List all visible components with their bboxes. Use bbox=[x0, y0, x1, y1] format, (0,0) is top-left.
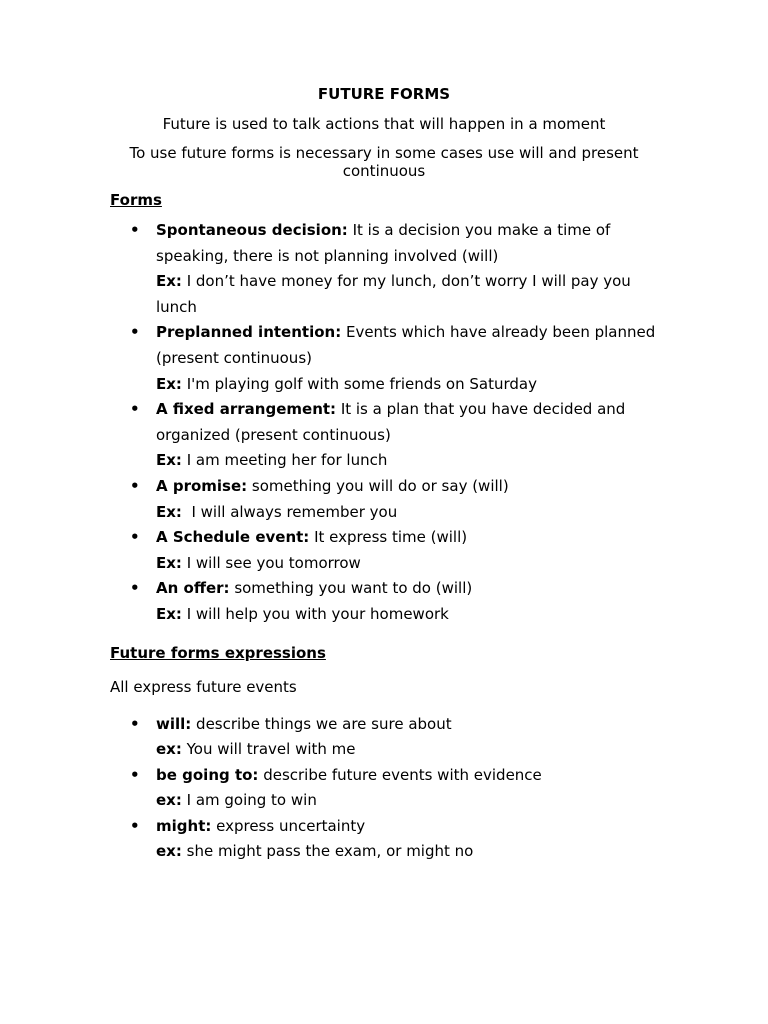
expression-term: be going to: bbox=[156, 765, 259, 784]
expression-description: express uncertainty bbox=[211, 816, 366, 835]
form-term: An offer: bbox=[156, 579, 230, 598]
forms-heading: Forms bbox=[110, 191, 162, 209]
example-label: Ex: bbox=[156, 553, 182, 572]
forms-list bbox=[110, 218, 658, 628]
form-description: Events which have already been planned (present continuous) bbox=[156, 323, 656, 367]
example-label: Ex: bbox=[156, 374, 182, 393]
list-item bbox=[110, 218, 658, 320]
example-label: Ex: bbox=[156, 502, 182, 521]
example-text: You will travel with me bbox=[181, 740, 356, 759]
bullet-icon: • bbox=[130, 221, 140, 239]
list-item bbox=[110, 320, 658, 397]
example-label: ex: bbox=[156, 740, 182, 759]
document-title: FUTURE FORMS bbox=[317, 85, 451, 103]
expressions-heading: Future forms expressions bbox=[110, 643, 326, 662]
bullet-icon: • bbox=[130, 579, 140, 598]
list-item bbox=[110, 576, 658, 627]
list-item bbox=[110, 712, 658, 763]
example-text: I'm playing golf with some friends on Saturday bbox=[181, 374, 537, 393]
list-item bbox=[110, 763, 658, 814]
form-term: Preplanned intention: bbox=[156, 323, 342, 342]
form-term: Spontaneous decision: bbox=[156, 221, 348, 239]
document-page bbox=[110, 84, 658, 865]
list-item bbox=[110, 397, 658, 474]
bullet-icon: • bbox=[130, 765, 140, 784]
expressions-intro: All express future events bbox=[110, 677, 297, 696]
example-text: I will help you with your homework bbox=[181, 604, 449, 623]
form-description: It express time (will) bbox=[309, 528, 468, 547]
form-term: A fixed arrangement: bbox=[156, 400, 337, 419]
form-description: something you will do or say (will) bbox=[247, 476, 509, 495]
list-item bbox=[110, 474, 658, 525]
bullet-icon: • bbox=[130, 400, 140, 419]
form-description: something you want to do (will) bbox=[229, 579, 473, 598]
expression-description: describe future events with evidence bbox=[258, 765, 542, 784]
bullet-icon: • bbox=[130, 528, 140, 547]
example-label: Ex: bbox=[156, 272, 182, 291]
example-label: Ex: bbox=[156, 604, 182, 623]
example-label: ex: bbox=[156, 842, 182, 861]
bullet-icon: • bbox=[130, 323, 140, 342]
list-item bbox=[110, 814, 658, 865]
form-description: It is a decision you make a time of speaking, there is not planning involved (will) bbox=[156, 221, 611, 265]
example-text: I don’t have money for my lunch, don’t worry I will pay you lunch bbox=[156, 272, 631, 316]
expression-term: will: bbox=[156, 714, 192, 733]
form-description: It is a plan that you have decided and organized (present continuous) bbox=[156, 400, 626, 444]
example-text: I am meeting her for lunch bbox=[181, 451, 388, 470]
example-text: I will see you tomorrow bbox=[181, 553, 361, 572]
list-item bbox=[110, 525, 658, 576]
example-label: Ex: bbox=[156, 451, 182, 470]
intro-paragraph-2: To use future forms is necessary in some cases use will and present continuous bbox=[129, 144, 639, 180]
example-text: I will always remember you bbox=[181, 502, 398, 521]
expression-description: describe things we are sure about bbox=[191, 714, 452, 733]
expression-term: might: bbox=[156, 816, 212, 835]
example-text: I am going to win bbox=[181, 791, 317, 810]
example-label: ex: bbox=[156, 791, 182, 810]
expressions-list bbox=[110, 712, 658, 866]
example-text: she might pass the exam, or might no bbox=[181, 842, 474, 861]
bullet-icon: • bbox=[130, 476, 140, 495]
form-term: A promise: bbox=[156, 476, 248, 495]
intro-paragraph-1: Future is used to talk actions that will happen in a moment bbox=[162, 115, 606, 133]
form-term: A Schedule event: bbox=[156, 528, 310, 547]
bullet-icon: • bbox=[130, 816, 140, 835]
bullet-icon: • bbox=[130, 714, 140, 733]
